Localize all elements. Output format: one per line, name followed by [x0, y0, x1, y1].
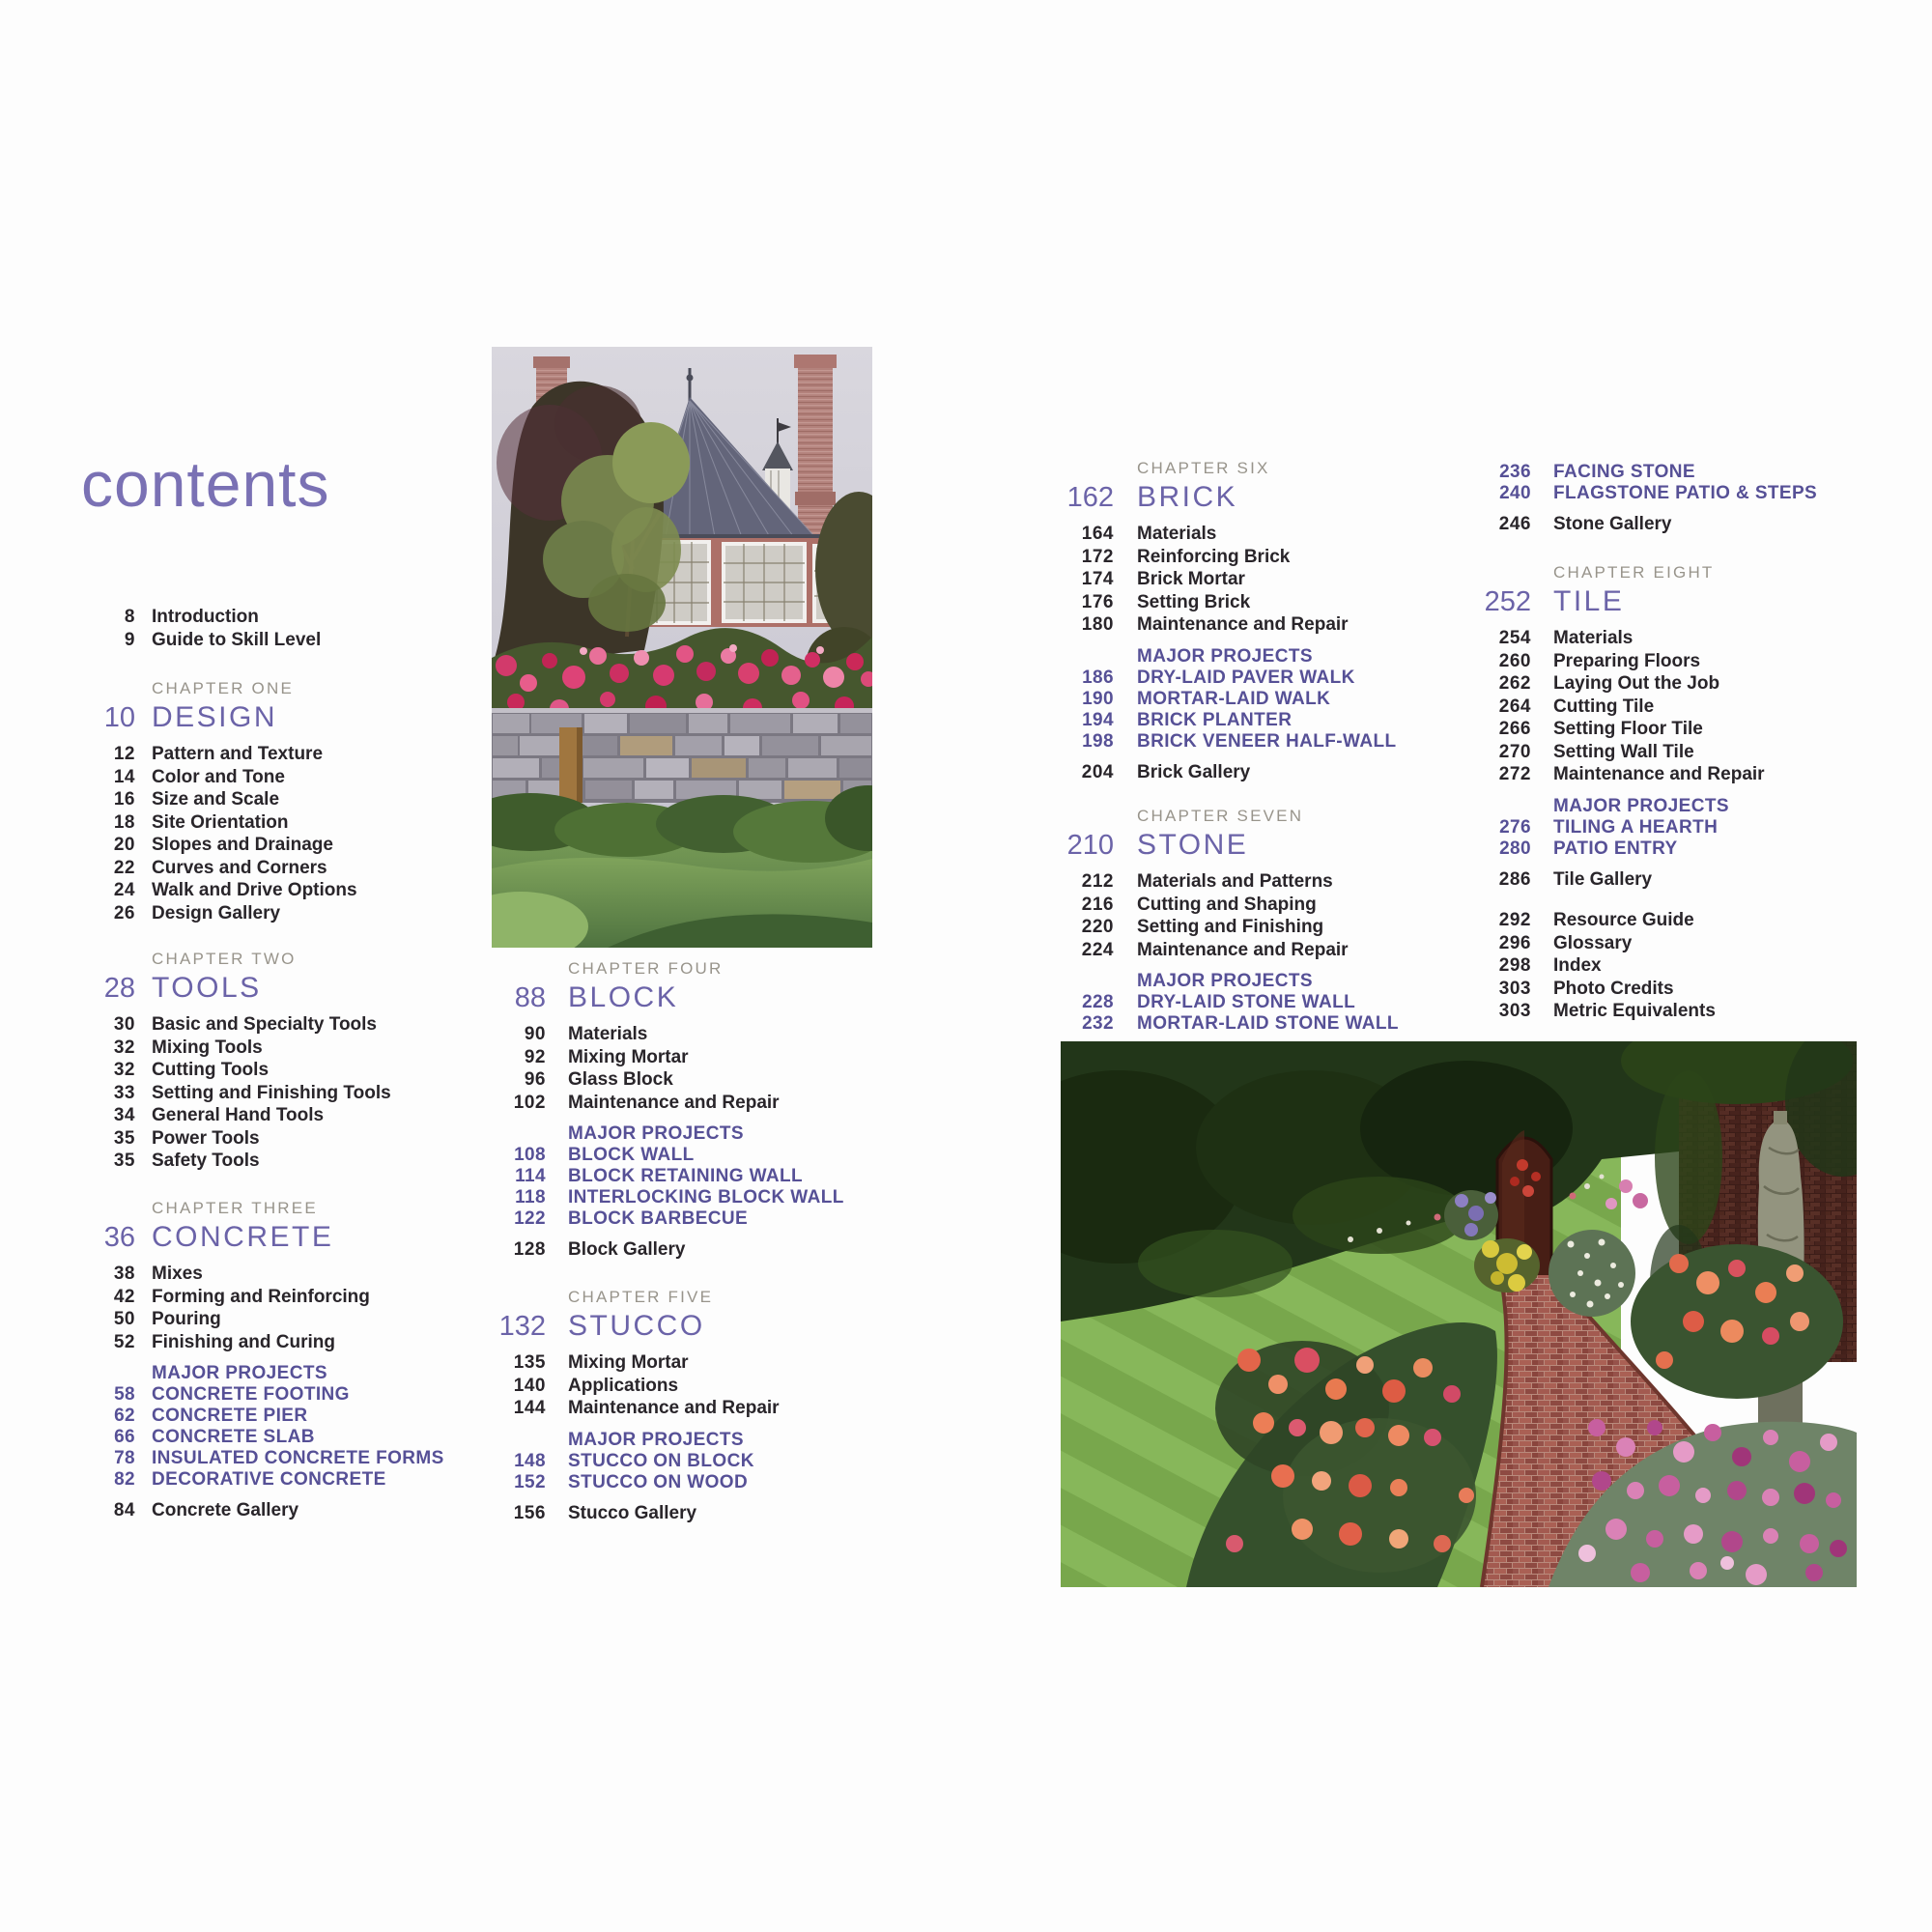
toc-entry [1422, 741, 1876, 764]
page-number: 34 [113, 1105, 135, 1125]
toc-entry [1005, 591, 1430, 614]
toc-entry [85, 766, 433, 789]
entry-label: Materials [1553, 628, 1634, 648]
page-number: 90 [524, 1024, 546, 1044]
toc-entry [85, 1104, 433, 1127]
toc-project-entry [1005, 992, 1430, 1013]
entry-label: Forming and Reinforcing [152, 1286, 370, 1307]
entry-label: TOOLS [152, 972, 262, 1004]
page-number: 108 [514, 1145, 546, 1165]
entry-label: Stone Gallery [1553, 514, 1672, 534]
toc-project-entry [85, 1448, 444, 1469]
major-projects-heading: MAJOR PROJECTS [1137, 645, 1313, 667]
page-number: 35 [113, 1151, 135, 1171]
page-number: 156 [513, 1502, 546, 1523]
toc-project-entry [1422, 462, 1876, 483]
page-number: 174 [1081, 569, 1114, 589]
page-number: 33 [113, 1082, 135, 1103]
entry-label: Materials and Patterns [1137, 871, 1333, 892]
entry-label: TILING A HEARTH [1553, 816, 1719, 838]
page-number: 296 [1498, 932, 1531, 953]
entry-label: Materials [1137, 524, 1217, 544]
page-title: contents [81, 448, 330, 520]
chapter-label: CHAPTER SEVEN [1137, 807, 1304, 825]
entry-label: FLAGSTONE PATIO & STEPS [1553, 483, 1818, 503]
page-number: 220 [1081, 917, 1114, 937]
entry-label: Glass Block [568, 1069, 673, 1090]
entry-label: Guide to Skill Level [152, 629, 322, 650]
toc-entry [85, 1037, 433, 1060]
page-number: 118 [515, 1187, 546, 1208]
page-number: 132 [498, 1311, 546, 1342]
toc-entry [1005, 613, 1430, 637]
toc-project-entry [85, 1406, 433, 1427]
major-projects-heading: MAJOR PROJECTS [568, 1123, 744, 1144]
page-number: 140 [513, 1375, 546, 1396]
page-number: 144 [513, 1398, 546, 1418]
toc-project-entry [1005, 1013, 1430, 1035]
chapter-title [454, 1310, 782, 1347]
page-number: 20 [113, 835, 135, 855]
toc-section-1-3 [85, 949, 433, 1173]
page-number: 148 [514, 1450, 546, 1471]
toc-entry [1005, 916, 1430, 939]
chapter-label: CHAPTER EIGHT [1553, 563, 1715, 582]
toc-entry [1422, 954, 1876, 978]
toc-section-4-3 [1422, 909, 1876, 1023]
page-number: 38 [113, 1264, 135, 1284]
page-number: 276 [1499, 816, 1531, 838]
page-number: 14 [113, 766, 135, 787]
page-number: 28 [103, 973, 135, 1004]
chapter-label: CHAPTER THREE [152, 1199, 318, 1217]
entry-label: Brick Gallery [1137, 761, 1251, 782]
toc-section-1-1 [85, 606, 433, 651]
entry-label: Basic and Specialty Tools [152, 1014, 378, 1035]
toc-project-entry [454, 1187, 844, 1208]
toc-entry [1005, 546, 1430, 569]
entry-label: Introduction [152, 607, 259, 627]
entry-label: MORTAR-LAID STONE WALL [1137, 1013, 1399, 1034]
entry-label: Mixing Mortar [568, 1352, 689, 1373]
toc-project-entry [1005, 710, 1430, 731]
entry-label: STUCCO ON WOOD [568, 1471, 749, 1492]
toc-entry [1422, 696, 1876, 719]
toc-entry [85, 1331, 433, 1354]
entry-label: Setting Wall Tile [1553, 741, 1694, 762]
toc-entry [454, 1397, 782, 1420]
toc-entry [1422, 978, 1876, 1001]
entry-label: DECORATIVE CONCRETE [152, 1469, 386, 1490]
entry-label: INSULATED CONCRETE FORMS [152, 1448, 444, 1468]
entry-label: Cutting and Shaping [1137, 894, 1317, 915]
page-number: 262 [1498, 673, 1531, 694]
toc-project-entry [1422, 817, 1876, 838]
page-number: 30 [113, 1014, 135, 1035]
page-number: 292 [1498, 910, 1531, 930]
page-number: 22 [113, 857, 135, 878]
toc-entry [1422, 763, 1876, 786]
page-number: 152 [514, 1471, 546, 1492]
chapter-label: CHAPTER TWO [152, 950, 297, 968]
toc-entry [454, 1375, 782, 1398]
page-number: 88 [514, 982, 546, 1013]
entry-label: Tile Gallery [1553, 868, 1653, 890]
entry-label: Cutting Tile [1553, 696, 1655, 717]
toc-entry [454, 1046, 782, 1069]
page-number: 236 [1499, 462, 1531, 482]
page-number: 18 [113, 811, 135, 833]
entry-label: STUCCO ON BLOCK [568, 1450, 754, 1471]
toc-entry [85, 788, 433, 811]
chapter-title [454, 981, 782, 1018]
toc-section-2-1 [454, 958, 844, 1262]
toc-entry [454, 1023, 782, 1046]
entry-label: Index [1553, 955, 1602, 976]
toc-section-3-1 [1005, 458, 1430, 783]
page-number: 84 [113, 1500, 135, 1520]
page-number: 52 [113, 1331, 135, 1352]
page-number: 240 [1499, 483, 1531, 503]
toc-project-entry [85, 1427, 433, 1448]
toc-gallery-entry [1422, 513, 1876, 536]
page-number: 12 [113, 744, 135, 764]
toc-section-4-1 [1422, 462, 1876, 536]
entry-label: Preparing Floors [1553, 650, 1701, 671]
entry-label: MORTAR-LAID WALK [1137, 688, 1331, 709]
toc-entry [1005, 870, 1430, 894]
page-number: 32 [113, 1060, 135, 1080]
entry-label: Setting Brick [1137, 591, 1251, 612]
entry-label: Block Gallery [568, 1239, 686, 1260]
page-number: 9 [124, 629, 135, 650]
page-number: 92 [524, 1046, 546, 1067]
page-number: 216 [1081, 894, 1114, 915]
toc-entry [1422, 718, 1876, 741]
entry-label: Pattern and Texture [152, 744, 324, 764]
entry-label: Maintenance and Repair [1137, 939, 1349, 960]
entry-label: FACING STONE [1553, 462, 1695, 482]
entry-label: Resource Guide [1553, 910, 1694, 930]
entry-label: Maintenance and Repair [1553, 764, 1765, 784]
page-number: 204 [1081, 761, 1114, 782]
toc-entry [1422, 672, 1876, 696]
entry-label: Design Gallery [152, 902, 281, 923]
page-number: 272 [1498, 764, 1531, 784]
toc-entry [85, 1286, 433, 1309]
toc-section-2-2 [454, 1287, 782, 1524]
page-number: 8 [124, 607, 135, 627]
entry-label: BLOCK WALL [568, 1145, 695, 1165]
entry-label: Laying Out the Job [1553, 673, 1720, 694]
toc-gallery-entry [454, 1502, 782, 1525]
entry-label: Mixing Mortar [568, 1046, 689, 1067]
entry-label: Color and Tone [152, 766, 285, 787]
page-number: 35 [113, 1127, 135, 1149]
entry-label: Maintenance and Repair [568, 1398, 780, 1418]
toc-section-1-4 [85, 1198, 444, 1522]
page-number: 186 [1082, 667, 1114, 688]
page-number: 224 [1081, 939, 1114, 960]
toc-project-entry [454, 1166, 804, 1187]
page-number: 212 [1081, 871, 1114, 892]
toc-entry [85, 1308, 433, 1331]
toc-entry [85, 811, 433, 835]
major-projects-heading: MAJOR PROJECTS [1553, 795, 1729, 816]
page-number: 24 [113, 880, 135, 900]
entry-label: CONCRETE [152, 1221, 334, 1253]
toc-section-1-2 [85, 678, 433, 924]
toc-entry [85, 606, 433, 629]
chapter-title [85, 972, 433, 1009]
entry-label: BRICK PLANTER [1137, 709, 1293, 730]
page-number: 96 [524, 1069, 546, 1090]
page-number: 16 [113, 789, 135, 810]
entry-label: Metric Equivalents [1553, 1001, 1716, 1021]
entry-label: TILE [1553, 585, 1625, 617]
toc-entry [1422, 909, 1876, 932]
entry-label: BRICK [1137, 481, 1238, 513]
conservatory-garden-photo [492, 347, 872, 948]
page-number: 176 [1081, 591, 1114, 612]
toc-gallery-entry [85, 1499, 433, 1522]
page-number: 36 [103, 1222, 135, 1253]
entry-label: DESIGN [152, 701, 278, 733]
entry-label: Site Orientation [152, 811, 289, 833]
page-number: 32 [113, 1037, 135, 1058]
page-number: 298 [1498, 955, 1531, 976]
page-number: 102 [513, 1092, 546, 1113]
major-projects-heading: MAJOR PROJECTS [1137, 971, 1313, 991]
page-number: 58 [114, 1384, 135, 1405]
toc-entry [85, 1013, 433, 1037]
chapter-title [1005, 829, 1430, 866]
toc-entry [1005, 568, 1430, 591]
page-number: 128 [513, 1239, 546, 1260]
toc-entry [1005, 523, 1430, 546]
page-number: 228 [1082, 992, 1114, 1012]
chapter-label: CHAPTER FIVE [568, 1288, 714, 1306]
page-number: 280 [1499, 838, 1531, 859]
entry-label: Mixes [152, 1264, 203, 1284]
entry-label: Setting Floor Tile [1553, 719, 1703, 739]
entry-label: Safety Tools [152, 1151, 260, 1171]
toc-project-entry [85, 1384, 433, 1406]
toc-project-entry [1005, 668, 1430, 689]
page-number: 264 [1498, 696, 1531, 717]
page-number: 198 [1082, 730, 1114, 752]
page-number: 114 [515, 1166, 546, 1186]
entry-label: Cutting Tools [152, 1060, 270, 1080]
chapter-title [85, 1221, 433, 1258]
page-number: 10 [103, 702, 135, 733]
entry-label: Maintenance and Repair [1137, 614, 1349, 635]
entry-label: STONE [1137, 829, 1249, 861]
toc-project-entry [1005, 689, 1430, 710]
toc-gallery-entry [1422, 868, 1876, 892]
page-number: 270 [1498, 741, 1531, 762]
page-number: 260 [1498, 650, 1531, 671]
toc-entry [1005, 894, 1430, 917]
entry-label: DRY-LAID PAVER WALK [1137, 667, 1355, 688]
entry-label: Applications [568, 1375, 679, 1396]
toc-entry [85, 834, 433, 857]
page-number: 164 [1081, 524, 1114, 544]
toc-entry [85, 879, 433, 902]
page-number: 78 [114, 1448, 135, 1468]
toc-entry [85, 1150, 433, 1173]
entry-label: General Hand Tools [152, 1105, 325, 1125]
page-number: 135 [513, 1352, 546, 1373]
entry-label: Slopes and Drainage [152, 835, 333, 855]
toc-entry [85, 857, 433, 880]
entry-label: CONCRETE SLAB [152, 1427, 315, 1447]
entry-label: Glossary [1553, 932, 1633, 953]
toc-project-entry [1005, 731, 1430, 753]
entry-label: Maintenance and Repair [568, 1092, 780, 1113]
chapter-label: CHAPTER ONE [152, 679, 294, 697]
chapter-title [1422, 585, 1876, 622]
toc-entry [1422, 1000, 1876, 1023]
chapter-label: CHAPTER FOUR [568, 959, 724, 978]
entry-label: STUCCO [568, 1310, 705, 1342]
entry-label: Setting and Finishing Tools [152, 1082, 391, 1103]
page-number: 62 [114, 1406, 135, 1426]
toc-project-entry [454, 1145, 782, 1166]
chapter-title [1005, 481, 1430, 518]
entry-label: Reinforcing Brick [1137, 546, 1291, 567]
chapter-title [85, 701, 433, 738]
page-number: 266 [1498, 719, 1531, 739]
page-number: 82 [114, 1469, 135, 1490]
entry-label: BLOCK RETAINING WALL [568, 1166, 804, 1186]
toc-entry [85, 1082, 433, 1105]
entry-label: BRICK VENEER HALF-WALL [1137, 730, 1397, 752]
toc-section-4-2 [1422, 562, 1876, 891]
page-number: 42 [113, 1286, 135, 1307]
toc-entry [85, 902, 433, 925]
toc-entry [454, 1351, 782, 1375]
entry-label: Setting and Finishing [1137, 917, 1324, 937]
entry-label: PATIO ENTRY [1553, 838, 1678, 859]
toc-section-3-2 [1005, 806, 1430, 1035]
entry-label: Size and Scale [152, 789, 280, 810]
entry-label: Finishing and Curing [152, 1331, 335, 1352]
toc-entry [454, 1068, 782, 1092]
garden-path-photo [1061, 1041, 1857, 1587]
entry-label: BLOCK [568, 981, 679, 1013]
toc-project-entry [454, 1208, 782, 1230]
chapter-label: CHAPTER SIX [1137, 459, 1270, 477]
major-projects-heading: MAJOR PROJECTS [152, 1363, 327, 1383]
entry-label: CONCRETE PIER [152, 1406, 308, 1426]
entry-label: CONCRETE FOOTING [152, 1384, 350, 1405]
page-number: 254 [1498, 628, 1531, 648]
page-number: 50 [113, 1309, 135, 1329]
entry-label: Power Tools [152, 1127, 260, 1149]
toc-project-entry [454, 1451, 782, 1472]
page-number: 303 [1498, 1001, 1531, 1021]
page-number: 246 [1498, 514, 1531, 534]
page-number: 194 [1082, 709, 1114, 730]
page-number: 210 [1066, 830, 1114, 861]
entry-label: Brick Mortar [1137, 569, 1245, 589]
entry-label: Curves and Corners [152, 857, 327, 878]
page-number: 180 [1081, 614, 1114, 635]
toc-entry [85, 1059, 433, 1082]
page-number: 252 [1484, 586, 1531, 617]
entry-label: Walk and Drive Options [152, 880, 357, 900]
toc-entry [85, 1127, 433, 1151]
page-number: 162 [1066, 482, 1114, 513]
page-number: 122 [514, 1208, 546, 1229]
toc-entry [85, 1263, 433, 1286]
toc-entry [1005, 939, 1430, 962]
entry-label: Mixing Tools [152, 1037, 263, 1058]
entry-label: INTERLOCKING BLOCK WALL [568, 1187, 844, 1208]
toc-project-entry [1422, 838, 1876, 860]
toc-entry [1422, 650, 1876, 673]
toc-gallery-entry [1005, 761, 1430, 784]
toc-project-entry [85, 1469, 433, 1491]
major-projects-heading: MAJOR PROJECTS [568, 1429, 744, 1450]
entry-label: BLOCK BARBECUE [568, 1208, 749, 1229]
page-number: 232 [1082, 1013, 1114, 1034]
page-number: 26 [113, 902, 135, 923]
toc-entry [85, 743, 433, 766]
page-number: 303 [1498, 978, 1531, 999]
entry-label: Concrete Gallery [152, 1500, 299, 1520]
entry-label: DRY-LAID STONE WALL [1137, 992, 1356, 1012]
entry-label: Stucco Gallery [568, 1502, 697, 1523]
toc-entry [1422, 627, 1876, 650]
toc-entry [1422, 932, 1876, 955]
toc-gallery-entry [454, 1238, 782, 1262]
entry-label: Materials [568, 1024, 648, 1044]
page-number: 190 [1082, 688, 1114, 709]
entry-label: Photo Credits [1553, 978, 1674, 999]
toc-entry [85, 629, 433, 652]
page-number: 66 [114, 1427, 135, 1447]
entry-label: Pouring [152, 1309, 221, 1329]
toc-entry [454, 1092, 782, 1115]
toc-project-entry [454, 1472, 782, 1493]
page-number: 286 [1498, 868, 1531, 890]
toc-project-entry [1422, 483, 1876, 504]
page-number: 172 [1081, 546, 1114, 567]
